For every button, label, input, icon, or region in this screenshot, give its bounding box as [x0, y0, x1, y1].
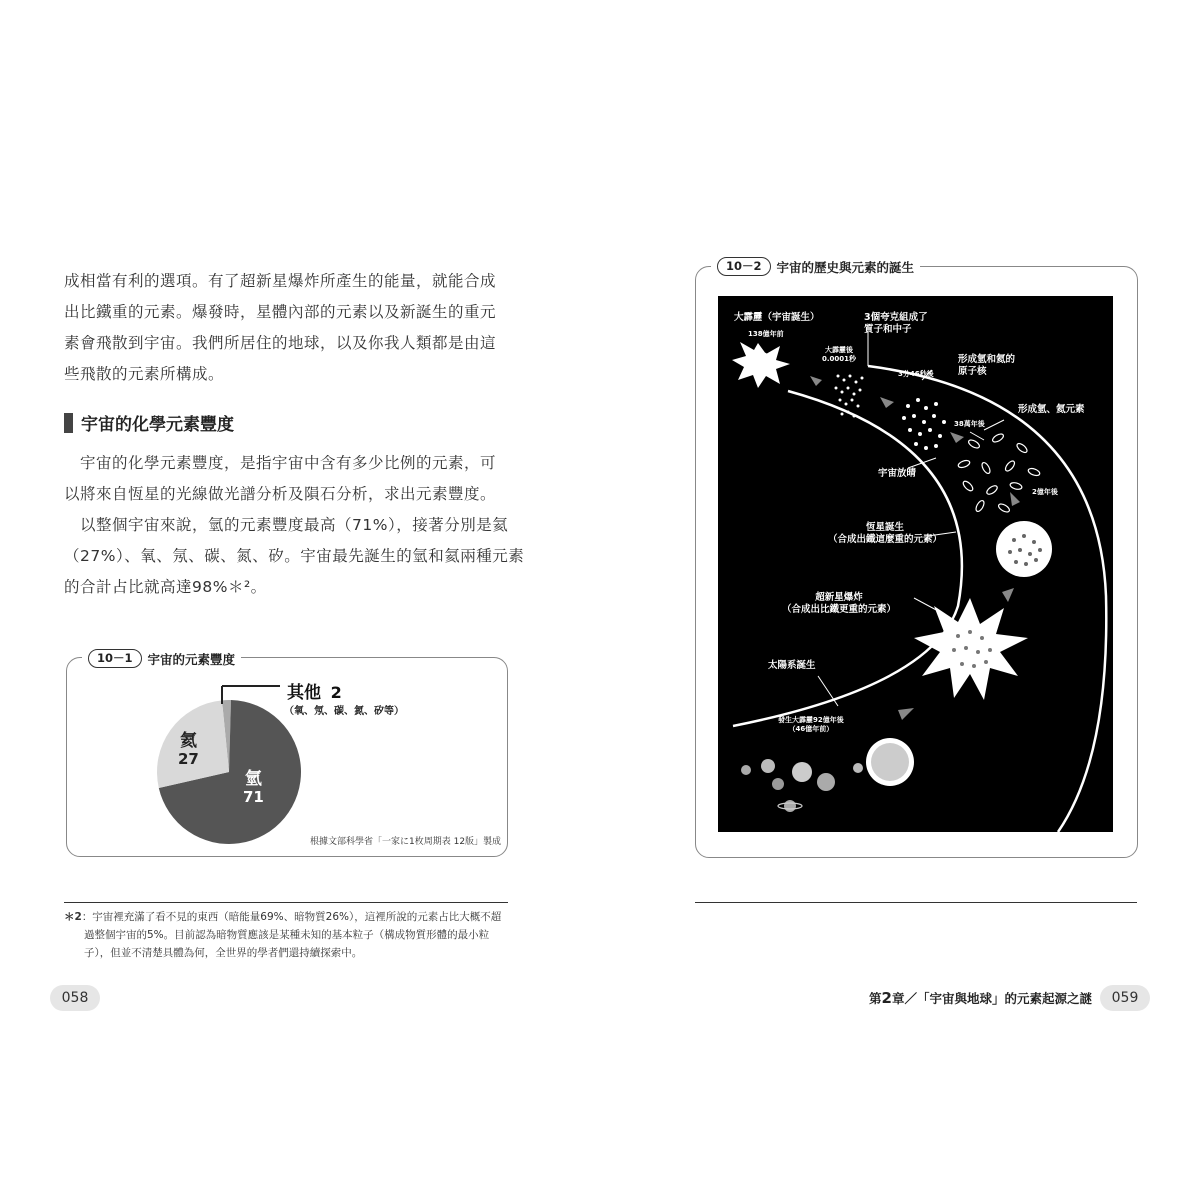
label-three-minutes: 3分46秒後 [898, 370, 934, 378]
big-bang-icon [732, 342, 790, 388]
text-line: 以整個宇宙來說，氫的元素豐度最高（71%），接著分別是氦 [80, 516, 509, 534]
text-line: 出比鐵重的元素。爆發時，星體內部的元素以及新誕生的重元 [64, 303, 497, 321]
label-clear-up: 宇宙放晴 [878, 468, 917, 479]
hydrogen-value: 71 [243, 788, 264, 806]
section-heading-text: 宇宙的化學元素豐度 [81, 415, 234, 435]
nuclei-particles [902, 398, 946, 450]
chapter-title: 章／「宇宙與地球」的元素起源之謎 [891, 991, 1092, 1006]
footnote-line: 子），但並不清楚具體為何，全世界的學者們還持續探索中。 [84, 947, 363, 959]
footnote-mark: ＊2 [64, 911, 82, 923]
label-380k-years: 38萬年後 [954, 420, 985, 428]
star-icon [996, 521, 1052, 577]
text-line: 素會飛散到宇宙。我們所居住的地球，以及你我人類都是由這 [64, 334, 497, 352]
text-line: 些飛散的元素所構成。 [64, 365, 225, 383]
text-line: 以將來自恆星的光線做光譜分析及隕石分析，求出元素豐度。 [64, 485, 497, 503]
page-number-left: 058 [50, 985, 100, 1011]
label-solar-system: 太陽系誕生 [768, 660, 816, 671]
text-line: 成相當有利的選項。有了超新星爆炸所產生的能量，就能合成 [64, 272, 497, 290]
text-line: 的合計占比就高達98%＊²。 [64, 578, 267, 596]
page-number-right: 059 [1100, 985, 1150, 1011]
pie-label-hydrogen [243, 770, 264, 806]
supernova-icon [914, 598, 1028, 700]
hydrogen-name: 氫 [244, 769, 262, 789]
universe-history-diagram [718, 296, 1113, 832]
label-atoms: 形成氫、氦元素 [1018, 404, 1085, 415]
figure-title: 宇宙的歷史與元素的誕生 [776, 259, 915, 275]
label-quarks: 3個夸克組成了 質子和中子 [864, 312, 928, 335]
label-200m-years: 2億年後 [1032, 488, 1058, 496]
atom-particles [957, 432, 1040, 513]
figure-number: 10－1 [88, 649, 142, 668]
footnote-rule [64, 902, 508, 903]
figure-10-2-label [711, 257, 920, 276]
text-line: （27%）、氧、氖、碳、氮、矽。宇宙最先誕生的氫和氦兩種元素 [64, 547, 525, 565]
footnote-line: 過整個宇宙的5%。目前認為暗物質應該是某種未知的基本粒子（構成物質形體的最小粒 [84, 929, 490, 941]
label-solar-time: 發生大霹靂92億年後 （46億年前） [778, 716, 844, 733]
figure-source: 根據文部科學省「一家に1枚周期表 12版」製成 [310, 837, 502, 847]
planets-icon [741, 759, 863, 812]
footnote-line: ：宇宙裡充滿了看不見的東西（暗能量69%、暗物質26%），這裡所說的元素占比大概不超 [81, 911, 502, 923]
chapter-prefix: 第 [869, 991, 882, 1006]
quark-particles [835, 375, 864, 418]
others-value: 2 [330, 683, 342, 702]
others-sublabel: （氧、氖、碳、氮、矽等） [284, 706, 404, 717]
others-name: 其他 [287, 683, 321, 703]
label-nuclei: 形成氫和氦的 原子核 [958, 354, 1016, 377]
text-line: 宇宙的化學元素豐度，是指宇宙中含有多少比例的元素，可 [80, 454, 497, 472]
helium-value: 27 [178, 750, 199, 768]
label-supernova: 超新星爆炸 （合成出比鐵更重的元素） [782, 592, 897, 615]
figure-title: 宇宙的元素豐度 [147, 651, 236, 667]
pie-label-others [287, 678, 342, 703]
timeline-arc-inner [733, 391, 962, 726]
label-big-bang: 大霹靂（宇宙誕生） [734, 312, 820, 323]
helium-name: 氦 [179, 731, 197, 751]
chapter-footer [869, 989, 1092, 1007]
figure-number: 10－2 [717, 257, 771, 276]
label-after-big-bang: 大霹靂後 0.0001秒 [822, 346, 857, 363]
pie-label-helium [178, 732, 199, 768]
page-rule-right [695, 902, 1137, 903]
label-big-bang-time: 138億年前 [748, 330, 784, 338]
label-star-birth: 恆星誕生 （合成出鐵這麼重的元素） [828, 522, 943, 545]
footnote [64, 908, 524, 962]
chapter-number: 2 [881, 989, 892, 1007]
sun-icon [866, 738, 914, 786]
